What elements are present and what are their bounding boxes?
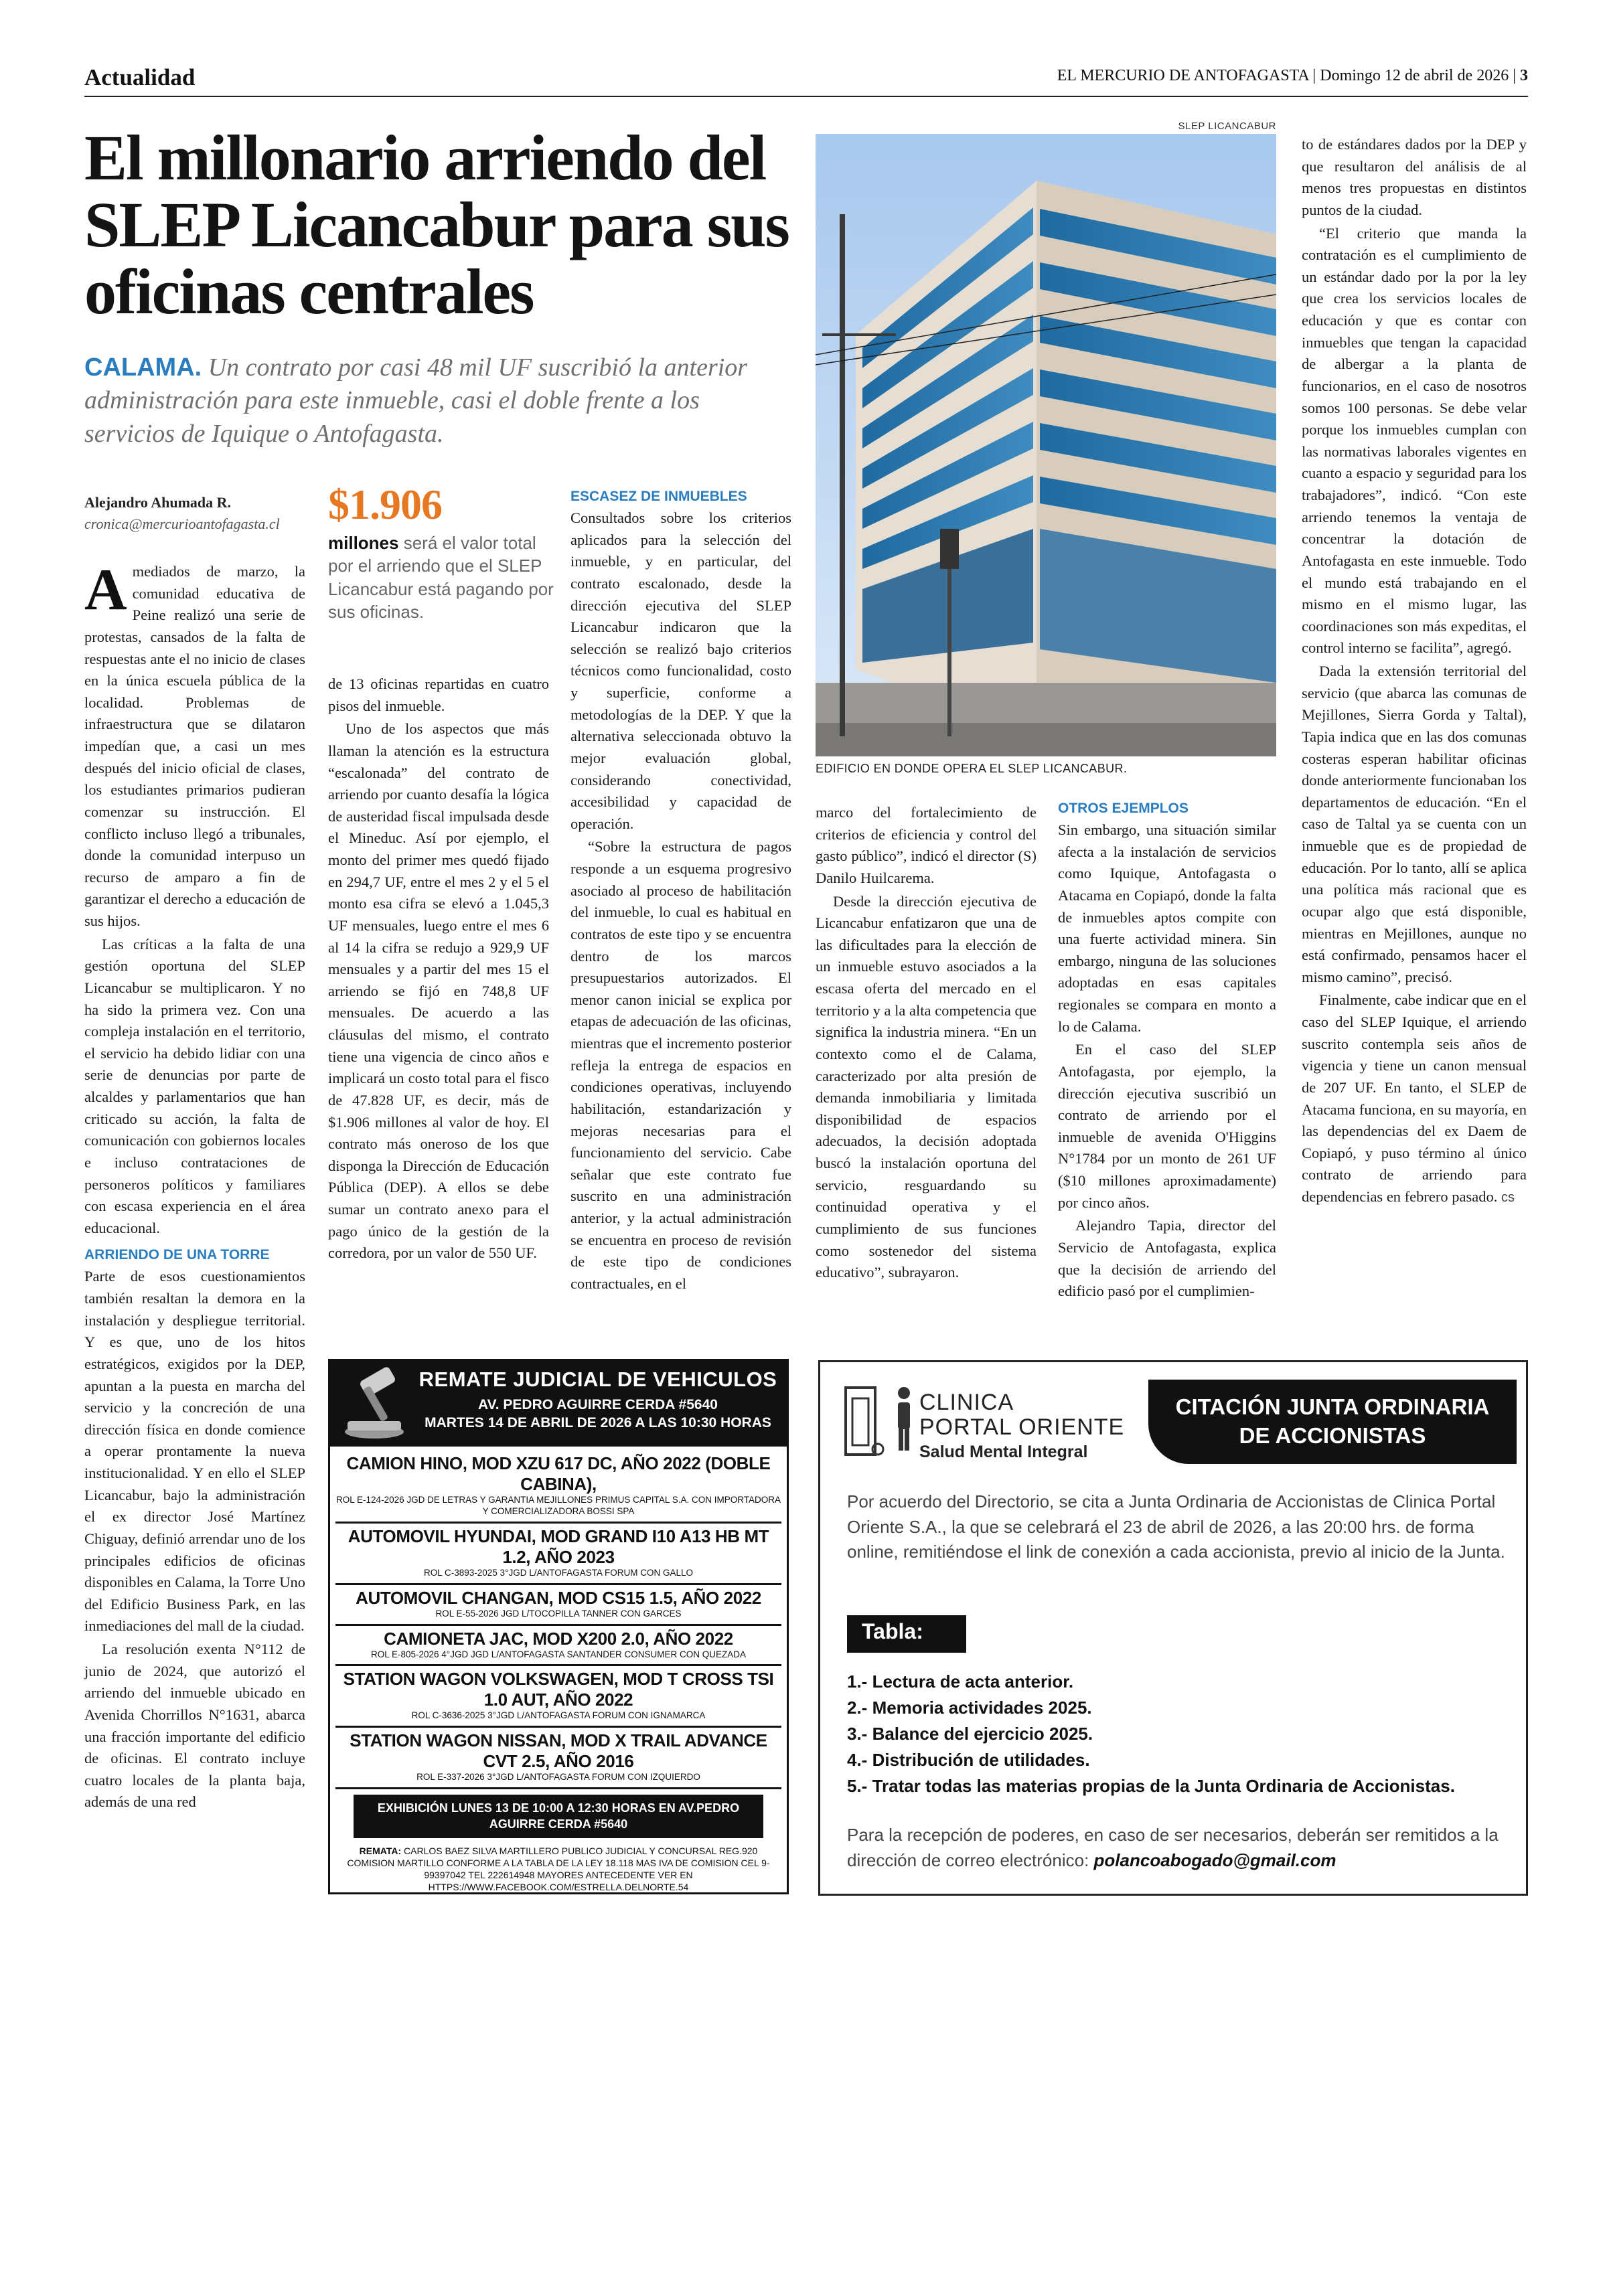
issue-date: Domingo 12 de abril de 2026 bbox=[1320, 67, 1509, 84]
stat-number: $1.906 bbox=[328, 481, 442, 528]
dateline: CALAMA. bbox=[84, 353, 202, 382]
lede-text: Un contrato por casi 48 mil UF suscribió la anterior administración para este inmueble, casi el doble frente a los servicios de Iquique o Antofagasta. bbox=[84, 353, 748, 448]
agenda-item: 4.- Distribución de utilidades. bbox=[847, 1750, 1090, 1770]
author-email[interactable]: cronica@mercurioantofagasta.cl bbox=[84, 515, 280, 532]
photo-credit: SLEP LICANCABUR bbox=[1178, 120, 1276, 132]
paragraph: marco del fortalecimiento de criterios de eficiencia y control del gasto público”, indicó el director (S) Danilo Huilcarema. bbox=[816, 804, 1037, 886]
paragraph: Sin embargo, una situación similar afecta a la instalación de servicios como Iquique, Antofagasta o Atacama en Copiapó, donde la falta de inmuebles aptos compite con una fuerte actividad minera. Sin embargo, ninguna de las soluciones adoptadas en esas capitales regionales se compara en monto a lo de Calama. bbox=[1058, 821, 1276, 1035]
agenda-label: Tabla: bbox=[847, 1615, 966, 1653]
auction-ad bbox=[328, 1359, 789, 1894]
article-column-2 bbox=[328, 673, 549, 1266]
lot-detail: ROL E-55-2026 JGD L/TOCOPILLA TANNER CON GARCES bbox=[435, 1608, 682, 1619]
article-column-6 bbox=[1302, 134, 1527, 1210]
page-number: 3 bbox=[1520, 67, 1528, 84]
clinic-logo-icon bbox=[844, 1385, 885, 1459]
contact-email[interactable]: polancoabogado@gmail.com bbox=[1093, 1850, 1336, 1870]
agenda-item: 1.- Lectura de acta anterior. bbox=[847, 1671, 1074, 1692]
auction-lot bbox=[335, 1626, 781, 1667]
article-headline: El millonario arriendo del SLEP Licancabur para sus oficinas centrales bbox=[84, 122, 789, 327]
lot-detail: ROL E-337-2026 3°JGD L/ANTOFAGASTA FORUM CON IZQUIERDO bbox=[416, 1772, 700, 1783]
paragraph: La resolución exenta N°112 de junio de 2024, que autorizó el arriendo del inmueble ubicado en Avenida Chorrillos N°1631, abarca una fracción importante del edificio de oficinas. El contrato incluye cuatro locales de la planta baja, además de una red bbox=[84, 1641, 305, 1811]
stat-unit: millones bbox=[328, 533, 399, 553]
paragraph: “Sobre la estructura de pagos responde a un esquema progresivo asociado al proceso de habilitación del inmueble, lo cual es habitual en contratos de este tipo y se encuentra dentro de los marcos presupuestarios autorizados. El menor canon inicial se explica por etapas de adecuación de las oficinas, mientras que el incremento posterior refleja la entrega de espacios en condiciones operativas, incluyendo habilitación, estandarización y mejoras necesarias para el funcionamiento del servicio. Cabe señalar que este contrato fue suscrito en una administración anterior, y la actual administración se encuentra en proceso de revisión de este tipo de condiciones contractuales, en el bbox=[570, 838, 791, 1292]
stat-callout bbox=[328, 483, 556, 623]
lot-title: STATION WAGON NISSAN, MOD X TRAIL ADVANCE CVT 2.5, AÑO 2016 bbox=[350, 1730, 767, 1772]
article-column-5 bbox=[1058, 801, 1276, 1304]
article-column-3 bbox=[570, 489, 791, 1297]
auction-ad-header bbox=[330, 1361, 787, 1447]
auctioneer-info bbox=[345, 1845, 772, 1894]
agenda-item: 3.- Balance del ejercicio 2025. bbox=[847, 1724, 1093, 1744]
clinic-tagline: Salud Mental Integral bbox=[919, 1443, 1088, 1461]
lot-title: CAMION HINO, MOD XZU 617 DC, AÑO 2022 (DOBLE CABINA), bbox=[346, 1453, 771, 1494]
paragraph: Finalmente, cabe indicar que en el caso del SLEP Iquique, el arriendo suscrito contempla seis años de vigencia y tiene un canon mensual de 207 UF. En tanto, el SLEP de Atacama funciona, en su mayoría, en las dependencias del ex Daem de Copiapó, y puso término al único contrato de arriendo para dependencias en febrero pasado. cs bbox=[1302, 991, 1527, 1205]
proxy-instructions: Para la recepción de poderes, en caso de ser necesarios, deberán ser remitidos a la dirección de correo electrónico: polancoabogado@gmail.com bbox=[847, 1825, 1499, 1870]
auction-lot bbox=[335, 1666, 781, 1728]
paragraph: to de estándares dados por la DEP y que resultaron del análisis de al menos tres propuestas en distintos puntos de la ciudad. bbox=[1302, 136, 1527, 218]
citation-badge: CITACIÓN JUNTA ORDINARIA DE ACCIONISTAS bbox=[1148, 1380, 1517, 1464]
author-name: Alejandro Ahumada R. bbox=[84, 494, 232, 511]
paragraph: Uno de los aspectos que más llaman la atención es la estructura “escalonada” del contrato de arriendo por cuanto desafía la lógica de austeridad fiscal impulsada desde el Mineduc. Así por ejemplo, el monto del primer mes quedó fijado en 294,7 UF, entre el mes 2 y el 5 el monto esa cifra se elevó a 1.045,3 UF mensuales, luego entre el mes 6 al 14 la cifra se redujo a 929,9 UF mensuales y a partir del mes 15 el arriendo se fijó en 748,8 UF mensuales. De acuerdo a las cláusulas del mismo, el contrato tiene una vigencia de cinco años e implicará un costo total para el fisco de 47.828 UF, es decir, más de $1.906 millones al valor de hoy. El contrato más oneroso de los que disponga la Dirección de Educación Pública (DEP). A ellos se debe sumar un contrato anexo para el pago único de la gestión de la corredora, por un valor de 550 UF. bbox=[328, 720, 549, 1262]
auction-lot-list bbox=[335, 1451, 781, 1893]
subheading: ARRIENDO DE UNA TORRE bbox=[84, 1247, 270, 1263]
agenda-item: 2.- Memoria actividades 2025. bbox=[847, 1698, 1092, 1718]
paragraph: Amediados de marzo, la comunidad educativa de Peine realizó una serie de protestas, cansados de la falta de respuestas ante el no inicio de clases en la única escuela pública de la localidad. Problemas de infraestructura que se dilataron impedían que, a casi un mes después del inicio oficial de clases, los estudiantes primarios pudieran comenzar su instrucción. El conflicto incluso llegó a tribunales, donde la comunidad interpuso un recurso de amparo a fin de garantizar el derecho a educación de sus hijos. bbox=[84, 558, 305, 929]
paragraph: En el caso del SLEP Antofagasta, por ejemplo, la dirección ejecutiva suscribió un contrato de arriendo por el inmueble de avenida O'Higgins N°1784 por un monto de 261 UF ($10 millones aproximadamente) por cinco años. bbox=[1058, 1041, 1276, 1211]
lot-detail: ROL C-3636-2025 3°JGD L/ANTOFAGASTA FORUM CON IGNAMARCA bbox=[411, 1710, 706, 1721]
stat-text: será el valor total por el arriendo que el SLEP Licancabur está pagando por sus oficinas. bbox=[328, 533, 554, 622]
paragraph: “El criterio que manda la contratación es el cumplimiento de un estándar dado por la por la ley que crea los servicios locales de educación y que es contar con inmuebles que tengan la capacidad de albergar a la planta de funcionarios, en el caso de nosotros somos 100 personas. Se debe velar porque los inmuebles cumplan con las normativas laborales vigentes en cuanto a espacio y seguridad para los trabajadores”, indicó. “Con este arriendo tenemos la ventaja de concentrar la dotación de Antofagasta en este inmueble. Todo el mundo está trabajando en el mismo en el mismo lugar, las coordinaciones son más expeditas, el control interno se facilita”, agregó. bbox=[1302, 224, 1527, 657]
header-rule bbox=[84, 96, 1528, 97]
lot-title: AUTOMOVIL CHANGAN, MOD CS15 1.5, AÑO 2022 bbox=[356, 1587, 761, 1608]
newspaper-name: EL MERCURIO DE ANTOFAGASTA bbox=[1057, 67, 1309, 84]
lot-title: CAMIONETA JAC, MOD X200 2.0, AÑO 2022 bbox=[384, 1628, 733, 1649]
article-column-4 bbox=[816, 802, 1037, 1285]
person-icon bbox=[895, 1386, 913, 1453]
lot-detail: ROL C-3893-2025 3°JGD L/ANTOFAGASTA FORUM CON GALLO bbox=[423, 1567, 694, 1578]
drop-cap: A bbox=[84, 558, 127, 623]
remata-label: REMATA: bbox=[359, 1845, 402, 1856]
subheading: OTROS EJEMPLOS bbox=[1058, 801, 1189, 816]
auction-lot bbox=[335, 1585, 781, 1626]
remata-text: CARLOS BAEZ SILVA MARTILLERO PUBLICO JUDICIAL Y CONCURSAL REG.920 COMISION MARTILLO CONFORME A LA TABLA DE LA LEY 18.118 MAS IVA DE COMISION CEL 9-99397042 TEL 222614948 MAYORES ANTECEDENTE VER EN HTTPS://WWW.FACEBOOK.COM/ESTRELLA.DELNORTE.54 bbox=[347, 1845, 770, 1893]
auction-lot bbox=[335, 1728, 781, 1789]
auction-address: AV. PEDRO AGUIRRE CERDA #5640 MARTES 14 DE ABRIL DE 2026 A LAS 10:30 HORAS bbox=[425, 1397, 771, 1431]
paragraph: Parte de esos cuestionamientos también resaltan la demora en la instalación y despliegue territorial. Y es que, uno de los hitos estratégicos, exigidos por la DEP, apuntan a la puesta en marcha del servicio y la concreción de una dirección física en donde comience a operar prontamente la nueva institucionalidad. Y en ello el SLEP Licancabur, bajo la administración el ex director José Martínez Chiguay, definió arrendar uno de los principales edificios de oficinas disponibles en Calama, la Torre Uno del Edificio Business Park, en las inmediaciones del mall de la ciudad. bbox=[84, 1268, 305, 1635]
clinic-name: CLINICA PORTAL ORIENTE bbox=[919, 1390, 1125, 1441]
paragraph: de 13 oficinas repartidas en cuatro pisos del inmueble. bbox=[328, 675, 549, 714]
building-photo bbox=[816, 134, 1276, 756]
agenda-list bbox=[847, 1669, 1510, 1799]
auction-lot bbox=[335, 1524, 781, 1585]
subheading: ESCASEZ DE INMUEBLES bbox=[570, 489, 747, 504]
paragraph: Las críticas a la falta de una gestión oportuna del SLEP Licancabur se multiplicaron. Y no ha sido la primera vez. Con una compleja instalación en el territorio, el servicio ha debido lidiar con una serie de denuncias por parte de alcaldes y parlamentarios que han criticado su acción, la falta de comunicación con gobiernos locales e incluso contrataciones de personeros políticos y familiares con escasa experiencia en el área educacional. bbox=[84, 935, 305, 1236]
auction-title: REMATE JUDICIAL DE VEHICULOS bbox=[418, 1368, 777, 1391]
agenda-item: 5.- Tratar todas las materias propias de la Junta Ordinaria de Accionistas. bbox=[847, 1776, 1455, 1796]
gavel-icon bbox=[341, 1366, 408, 1441]
citation-body: Por acuerdo del Directorio, se cita a Junta Ordinaria de Accionistas de Clinica Portal Oriente S.A., la que se celebrará el 23 de abril de 2026, a las 20:00 hrs. de forma online, remitiéndose el link de conexión a cada accionista, previo al inicio de la Junta. bbox=[847, 1491, 1505, 1562]
byline bbox=[84, 492, 305, 535]
section-label: Actualidad bbox=[84, 64, 196, 90]
auction-lot bbox=[335, 1451, 781, 1524]
shareholders-meeting-ad bbox=[818, 1360, 1528, 1896]
paragraph: Alejandro Tapia, director del Servicio de Antofagasta, explica que la decisión de arriendo del edificio pasó por el cumplimien- bbox=[1058, 1217, 1276, 1300]
office-building-image bbox=[816, 134, 1276, 756]
end-mark: cs bbox=[1501, 1190, 1515, 1205]
lot-detail: ROL E-805-2026 4°JGD JGD L/ANTOFAGASTA SANTANDER CONSUMER CON QUEZADA bbox=[370, 1649, 747, 1659]
paragraph: Consultados sobre los criterios aplicados para la selección del inmueble, y en particular, del contrato escalonado, desde la dirección ejecutiva del SLEP Licancabur indicaron que la selección se realizó bajo criterios técnicos como funcionalidad, costo y superficie, conforme a metodologías de la DEP. Y que la alternativa seleccionada obtuvo la mejor evaluación global, considerando conectividad, accesibilidad y capacidad de operación. bbox=[570, 509, 791, 832]
paragraph: Desde la dirección ejecutiva de Licancabur enfatizaron que una de las dificultades para la elección de un inmueble estuvo asociados a la escasa oferta del mercado en el territorio y a la alta competencia que significa la industria minera. “En un contexto como el de Calama, caracterizado por alta presión de demanda inmobiliaria y limitada disponibilidad de espacios adecuados, la decisión adoptada buscó la instalación oportuna del servicio, resguardando su continuidad operativa y el cumplimiento de sus funciones como sostenedor del sistema educativo”, subrayaron. bbox=[816, 892, 1037, 1281]
exhibition-notice: EXHIBICIÓN LUNES 13 DE 10:00 A 12:30 HORAS EN AV.PEDRO AGUIRRE CERDA #5640 bbox=[354, 1795, 763, 1838]
article-column-1 bbox=[84, 558, 305, 1815]
paragraph: Dada la extensión territorial del servicio (que abarca las comunas de Mejillones, Sierra Gorda y Taltal), Tapia indica que en las dos comunas costeras esperan habilitar oficinas donde anteriormente funcionaban los departamentos de educación. “En el caso de Taltal ya se cuenta con un inmueble que es de propiedad de educación. Por lo tanto, allí se aplica una política más racional que es ocupar algo que está disponible, mientras en Mejillones, aunque no está confirmado, pensamos hacer el mismo camino”, precisó. bbox=[1302, 663, 1527, 985]
article-lede bbox=[84, 351, 787, 450]
photo-caption: EDIFICIO EN DONDE OPERA EL SLEP LICANCABUR. bbox=[816, 762, 1128, 775]
lot-title: STATION WAGON VOLKSWAGEN, MOD T CROSS TSI 1.0 AUT, AÑO 2022 bbox=[343, 1669, 774, 1710]
stat-description bbox=[328, 531, 556, 623]
page-header-info: EL MERCURIO DE ANTOFAGASTA | Domingo 12 de abril de 2026 | 3 bbox=[1057, 67, 1528, 84]
lot-detail: ROL E-124-2026 JGD DE LETRAS Y GARANTIA MEJILLONES PRIMUS CAPITAL S.A. CON IMPORTADORA Y COMERCIALIZADORA BOSSI SPA bbox=[336, 1495, 781, 1516]
lot-title: AUTOMOVIL HYUNDAI, MOD GRAND I10 A13 HB MT 1.2, AÑO 2023 bbox=[348, 1526, 769, 1567]
